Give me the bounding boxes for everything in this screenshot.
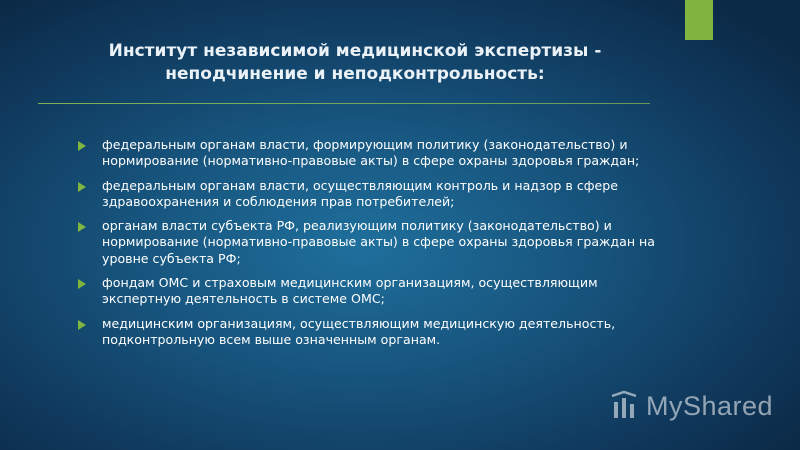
- bullet-item: [78, 316, 663, 349]
- slide-title-line-1: Институт независимой медицинской экспертизы -: [108, 41, 602, 61]
- arrow-bullet-icon: [78, 279, 86, 289]
- bullet-text: федеральным органам власти, формирующим политику (законодательство) и нормирование (нормативно-правовые акты) в сфере охраны здоровья граждан;: [102, 137, 640, 169]
- bullet-text: федеральным органам власти, осуществляющим контроль и надзор в сфере здравоохранения и соблюдения прав потребителей;: [102, 177, 619, 209]
- bullet-item: [78, 178, 663, 211]
- slide-title: [50, 40, 660, 86]
- watermark-text: MyShared: [646, 390, 774, 421]
- arrow-bullet-icon: [78, 320, 86, 330]
- bullet-text: органам власти субъекта РФ, реализующим политику (законодательство) и нормирование (нормативно-правовые акты) в сфере охраны здоровья граждан на уровне субъекта РФ;: [102, 218, 656, 266]
- bar-chart-icon: [608, 390, 640, 422]
- arrow-bullet-icon: [78, 222, 86, 232]
- arrow-bullet-icon: [78, 141, 86, 151]
- accent-bar: [685, 0, 713, 40]
- bullet-item: [78, 218, 663, 267]
- slide-title-line-2: неподчинение и неподконтрольность:: [165, 64, 545, 84]
- bullet-text: фондам ОМС и страховым медицинским организациям, осуществляющим экспертную деятельность в системе ОМС;: [102, 275, 598, 307]
- bullet-item: [78, 137, 663, 170]
- bullet-text: медицинским организациям, осуществляющим медицинскую деятельность, подконтрольную всем выше означенным органам.: [102, 315, 616, 347]
- bullet-list: [78, 137, 663, 356]
- watermark: [608, 388, 773, 424]
- title-divider: [38, 103, 650, 104]
- bullet-item: [78, 275, 663, 308]
- arrow-bullet-icon: [78, 182, 86, 192]
